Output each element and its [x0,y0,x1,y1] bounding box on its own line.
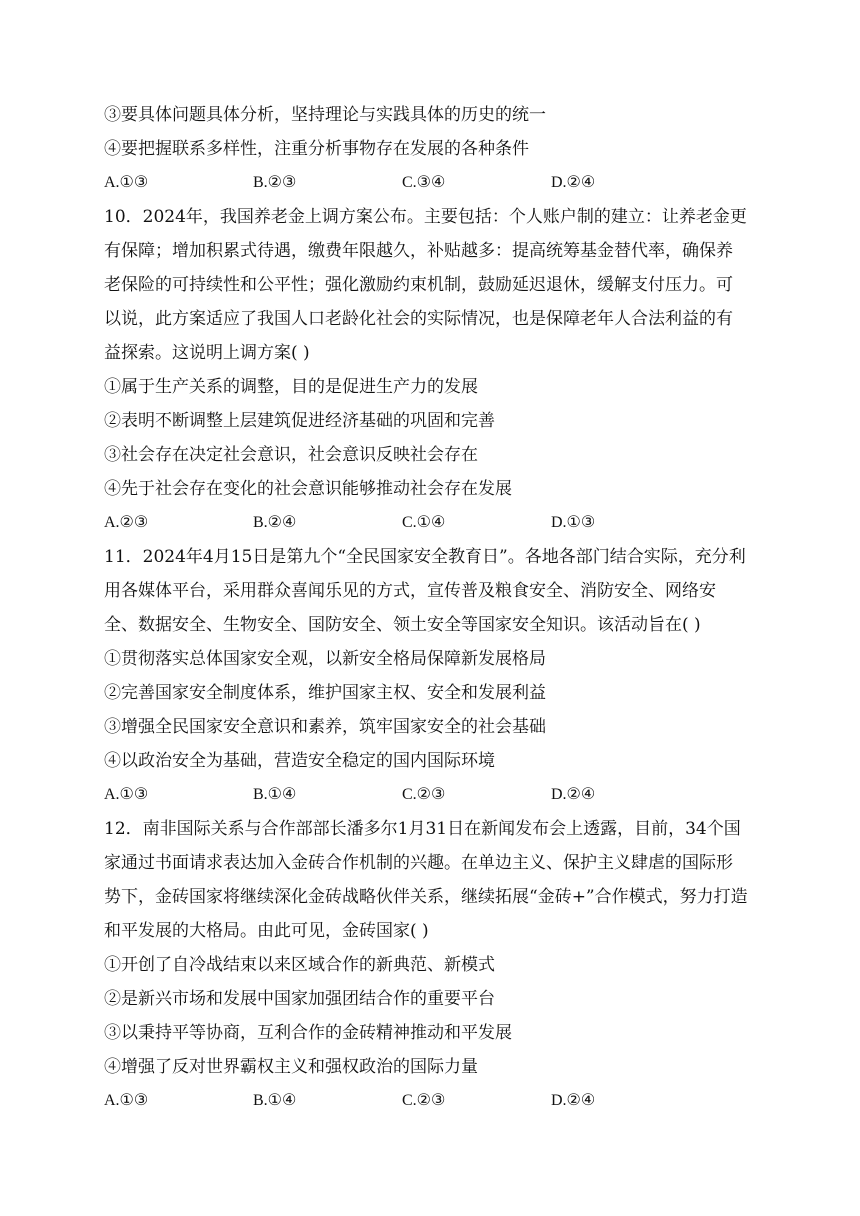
answer-choices [104,1084,764,1118]
question-stem-line: 以说，此方案适应了我国人口老龄化社会的实际情况，也是保障老年人合法利益的有 [104,309,733,329]
question-stem-line: 家通过书面请求表达加入金砖合作机制的兴趣。在单边主义、保护主义肆虐的国际形 [104,853,733,873]
option-item: ④增强了反对世界霸权主义和强权政治的国际力量 [104,1057,478,1077]
choice-d: D.②④ [551,1092,596,1109]
option-item: ②是新兴市场和发展中国家加强团结合作的重要平台 [104,989,495,1009]
answer-choices [104,778,764,812]
choice-b: B.②③ [253,174,297,191]
question-stem-line: 益探索。这说明上调方案( ) [104,343,310,363]
question-stem-line: 11．2024年4月15日是第九个“全民国家安全教育日”。各地各部门结合实际，充分利 [104,547,746,567]
choice-a: A.①③ [104,174,149,191]
choice-b: B.②④ [253,514,297,531]
question-stem-line: 10．2024年，我国养老金上调方案公布。主要包括：个人账户制的建立：让养老金更 [104,207,747,227]
choice-d: D.①③ [551,514,596,531]
question-stem-line: 有保障；增加积累式待遇，缴费年限越久，补贴越多：提高统筹基金替代率，确保养 [104,241,733,261]
option-item: ①属于生产关系的调整，目的是促进生产力的发展 [104,377,478,397]
question-stem-line: 用各媒体平台，采用群众喜闻乐见的方式，宣传普及粮食安全、消防安全、网络安 [104,581,716,601]
question-10 [104,200,764,540]
question-stem-line: 和平发展的大格局。由此可见，金砖国家( ) [104,921,429,941]
question-stem-line: 势下，金砖国家将继续深化金砖战略伙伴关系，继续拓展“金砖+”合作模式，努力打造 [104,887,748,907]
answer-choices [104,166,764,200]
question-stem-line: 全、数据安全、生物安全、国防安全、领土安全等国家安全知识。该活动旨在( ) [104,615,701,635]
option-item: ③以秉持平等协商，互利合作的金砖精神推动和平发展 [104,1023,512,1043]
choice-a: A.①③ [104,1092,149,1109]
question-stem-line: 12．南非国际关系与合作部部长潘多尔1月31日在新闻发布会上透露，目前，34个国 [104,819,741,839]
option-item: ④以政治安全为基础，营造安全稳定的国内国际环境 [104,751,495,771]
option-item: ③增强全民国家安全意识和素养，筑牢国家安全的社会基础 [104,717,546,737]
choice-c: C.②③ [402,786,446,803]
choice-a: A.①③ [104,786,149,803]
choice-b: B.①④ [253,1092,297,1109]
option-item: ①开创了自冷战结束以来区域合作的新典范、新模式 [104,955,495,975]
choice-b: B.①④ [253,786,297,803]
option-item: ④要把握联系多样性，注重分析事物存在发展的各种条件 [104,139,529,159]
question-stem-line: 老保险的可持续性和公平性；强化激励约束机制，鼓励延迟退休，缓解支付压力。可 [104,275,733,295]
choice-d: D.②④ [551,786,596,803]
option-item: ④先于社会存在变化的社会意识能够推动社会存在发展 [104,479,512,499]
answer-choices [104,506,764,540]
choice-c: C.②③ [402,1092,446,1109]
choice-c: C.①④ [402,514,446,531]
choice-d: D.②④ [551,174,596,191]
question-11 [104,540,764,812]
question-12 [104,812,764,1118]
option-item: ②完善国家安全制度体系，维护国家主权、安全和发展利益 [104,683,546,703]
option-item: ②表明不断调整上层建筑促进经济基础的巩固和完善 [104,411,495,431]
option-item: ①贯彻落实总体国家安全观，以新安全格局保障新发展格局 [104,649,546,669]
choice-c: C.③④ [402,174,446,191]
choice-a: A.②③ [104,514,149,531]
option-item: ③要具体问题具体分析，坚持理论与实践具体的历史的统一 [104,105,546,125]
question-9-tail [104,98,764,200]
question-content [104,98,764,1118]
option-item: ③社会存在决定社会意识，社会意识反映社会存在 [104,445,478,465]
